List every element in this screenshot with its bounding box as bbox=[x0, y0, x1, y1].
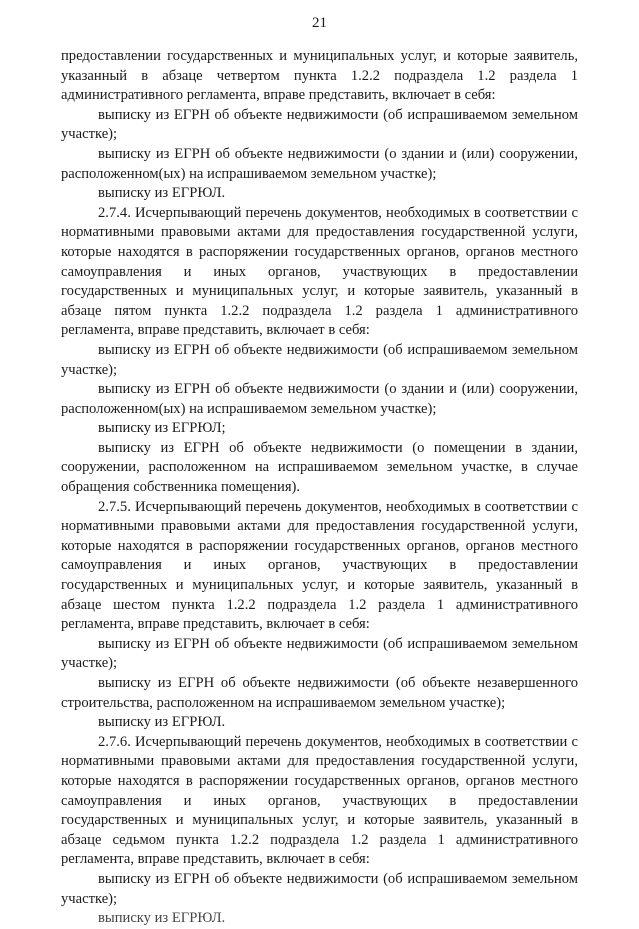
list-item-egrul: выписку из ЕГРЮЛ; bbox=[98, 420, 226, 437]
list-item-egrul: выписку из ЕГРЮЛ. bbox=[98, 910, 226, 927]
list-item-egrn-land-plot: выписку из ЕГРН об объекте недвижимости (об испрашиваемом земельном участке); bbox=[61, 341, 578, 378]
paragraph-2-7-5: 2.7.5. Исчерпывающий перечень документов, необходимых в соответствии с нормативными правовыми актами для предоставления государственной услуги, которые находятся в распоряжении государственных органов, органов местного самоуправления и иных органов, участвующих в предоставлении государственных и муниципальных услуг, и которые заявитель, указанный в абзаце шестом пункта 1.2.2 подраздела 1.2 раздела 1 административного регламента, вправе представить, включает в себя: bbox=[61, 498, 578, 633]
list-item-egrn-land-plot: выписку из ЕГРН об объекте недвижимости (об испрашиваемом земельном участке); bbox=[61, 870, 578, 907]
list-item-egrul: выписку из ЕГРЮЛ. bbox=[98, 714, 226, 731]
paragraph-intro-continuation: предоставлении государственных и муниципальных услуг, и которые заявитель, указанный в абзаце четвертом пункта 1.2.2 подраздела 1.2 раздела 1 административного регламента, вправе представить, включает в себя: bbox=[61, 48, 578, 104]
list-item-egrn-building: выписку из ЕГРН об объекте недвижимости (о здании и (или) сооружении, расположенном(ых) на испрашиваемом земельном участке); bbox=[61, 381, 578, 417]
paragraph-2-7-4: 2.7.4. Исчерпывающий перечень документов, необходимых в соответствии с нормативными правовыми актами для предоставления государственной услуги, которые находятся в распоряжении государственных органов, органов местного самоуправления и иных органов, участвующих в предоставлении государственных и муниципальных услуг, и которые заявитель, указанный в абзаце пятом пункта 1.2.2 подраздела 1.2 раздела 1 административного регламента, вправе представить, включает в себя: bbox=[61, 204, 578, 339]
page-number: 21 bbox=[312, 15, 327, 31]
list-item-egrn-land-plot: выписку из ЕГРН об объекте недвижимости (об испрашиваемом земельном участке); bbox=[61, 106, 578, 143]
list-item-egrul: выписку из ЕГРЮЛ. bbox=[98, 185, 226, 202]
list-item-egrn-building: выписку из ЕГРН об объекте недвижимости (о здании и (или) сооружении, расположенном(ых) на испрашиваемом земельном участке); bbox=[61, 145, 578, 182]
paragraph-2-7-6: 2.7.6. Исчерпывающий перечень документов, необходимых в соответствии с нормативными правовыми актами для предоставления государственной услуги, которые находятся в распоряжении государственных органов, органов местного самоуправления и иных органов, участвующих в предоставлении государственных и муниципальных услуг, и которые заявитель, указанный в абзаце седьмом пункта 1.2.2 подраздела 1.2 раздела 1 административного регламента, вправе представить, включает в себя: bbox=[61, 733, 578, 868]
list-item-egrn-premises: выписку из ЕГРН об объекте недвижимости (о помещении в здании, сооружении, расположенном на испрашиваемом земельном участке, в случае обращения собственника помещения). bbox=[61, 439, 578, 496]
list-item-egrn-land-plot: выписку из ЕГРН об объекте недвижимости (об испрашиваемом земельном участке); bbox=[61, 635, 578, 672]
list-item-egrn-unfinished-construction: выписку из ЕГРН об объекте недвижимости (об объекте незавершенного строительства, расположенном на испрашиваемом земельном участке); bbox=[61, 675, 578, 711]
document-body bbox=[61, 47, 578, 929]
